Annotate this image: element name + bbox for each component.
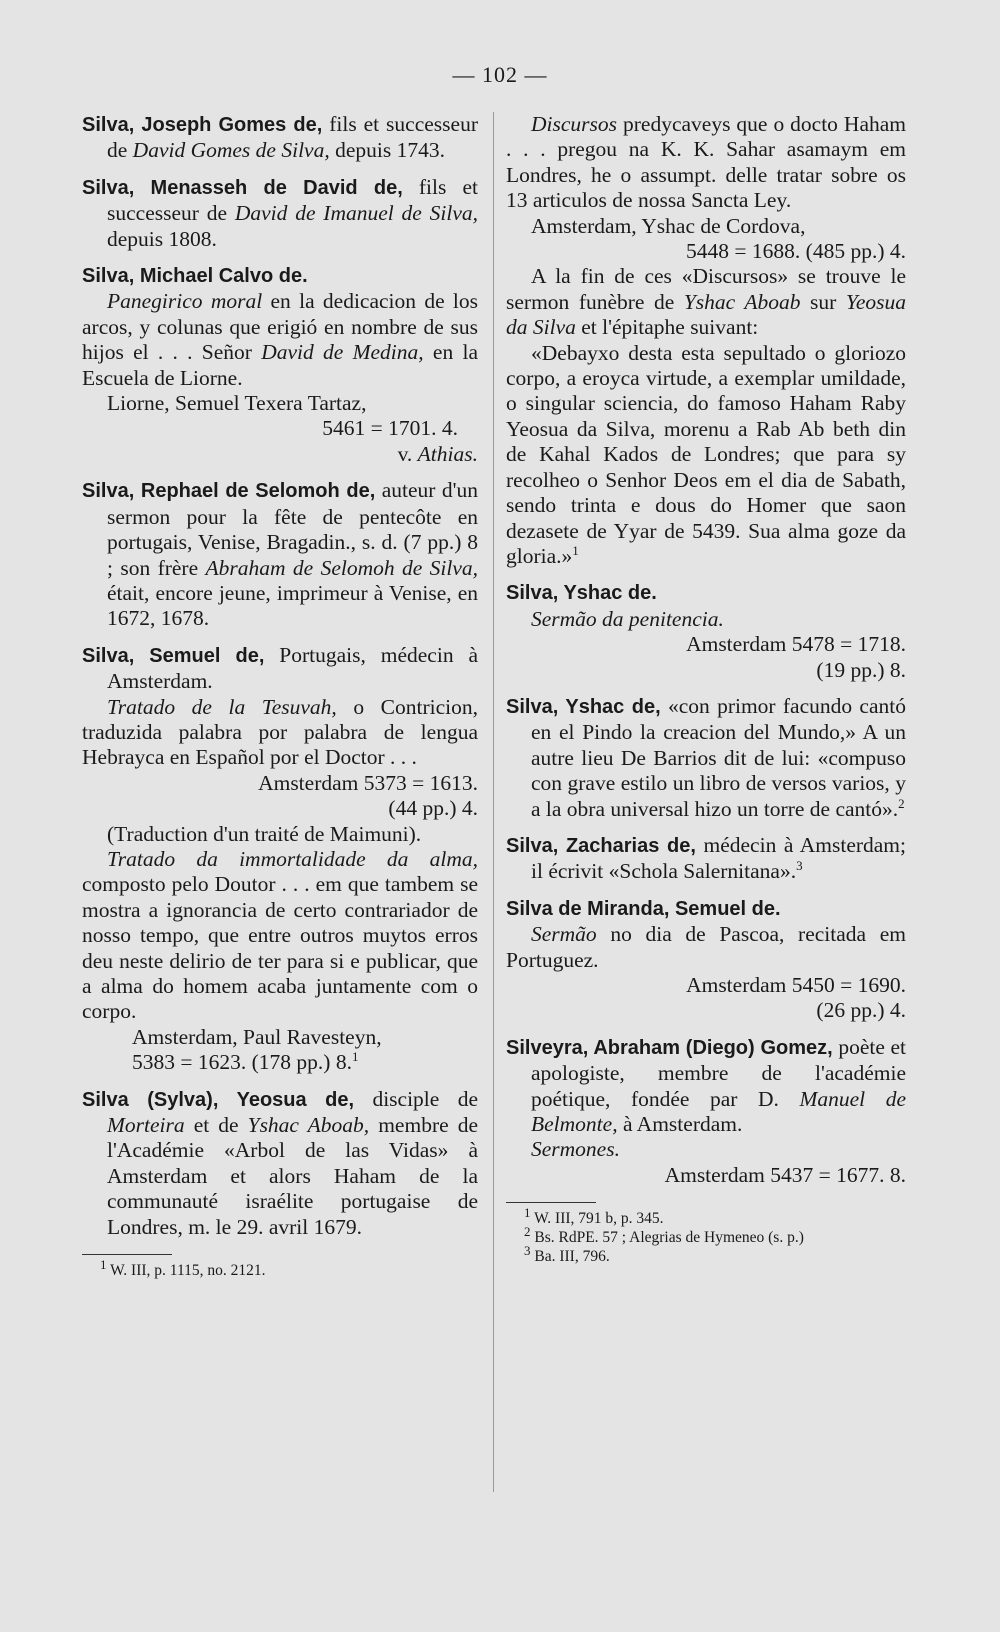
entry-heading: Silva, Joseph Gomes de, — [82, 114, 323, 136]
entry-title-italic: Abraham de Selomoh de Silva, — [205, 555, 478, 580]
footnote-marker: 1 — [572, 542, 579, 558]
entry-text — [82, 695, 478, 771]
left-column — [82, 112, 478, 1280]
entry-heading: Silva, Yshac de, — [506, 695, 661, 718]
entry-body: poète et apologiste, membre de l'académie poétique, fondée par D. — [531, 1034, 907, 1111]
footnote-marker: 1 — [524, 1205, 531, 1221]
entry-title-italic: David de Imanuel de Silva, — [234, 201, 478, 226]
entry-silva-yshac-barrios — [506, 694, 906, 822]
entry-text — [506, 264, 906, 340]
entry-text — [506, 694, 906, 822]
entry-title-italic: David Gomes de Silva, — [132, 138, 330, 163]
entry-body: Portugais, médecin à Amsterdam. — [107, 642, 478, 694]
imprint-place: Amsterdam 5478 = 1718. — [686, 632, 906, 657]
entry-heading: Silva, Michael Calvo de. — [82, 265, 308, 288]
imprint-place: Amsterdam, Yshac de Cordova, — [531, 213, 806, 238]
imprint-date: 5461 = 1701. 4. — [322, 416, 458, 441]
entry-silva-yshac — [506, 580, 906, 683]
entry-body: no dia de Pascoa, recitada em Portuguez. — [506, 922, 906, 972]
footnote — [524, 1224, 906, 1247]
entry-body: à Amsterdam. — [617, 1112, 743, 1137]
page-number: — 102 — — [452, 62, 548, 87]
entry-heading: Silva, Zacharias de, — [506, 834, 696, 857]
entry-heading: Silva, Menasseh de David de, — [82, 176, 403, 199]
footnote-text: Bs. RdPE. 57 ; Alegrias de Hymeneo (s. p.) — [530, 1229, 804, 1247]
footnote — [524, 1243, 906, 1266]
imprint-place: Liorne, Semuel Texera Tartaz, — [107, 391, 367, 416]
entry-text — [506, 607, 906, 632]
entry-text — [82, 643, 478, 695]
entry-heading-line — [506, 896, 906, 922]
entry-body: fils et successeur de — [107, 174, 478, 226]
imprint-place: Amsterdam 5437 = 1677. 8. — [664, 1162, 906, 1187]
entry-body: A la fin de ces «Discursos» se trouve le sermon funèbre de — [506, 264, 906, 314]
imprint-place: Amsterdam, Paul Ravesteyn, — [132, 1024, 382, 1049]
entry-body: predycaveys que o docto Haham . . . pregou na K. K. Sahar asamaym em Londres, he o assumpt. delle tratar sobre os 13 articulos de nossa Sancta Ley. — [506, 112, 906, 213]
entry-text — [506, 922, 906, 973]
entry-name-italic: Manuel de Belmonte, — [531, 1086, 907, 1137]
entry-silveyra-abraham — [506, 1035, 906, 1188]
entry-text — [82, 175, 478, 252]
entry-name-italic: Morteira — [107, 1113, 185, 1138]
entry-title-italic: Tratado de la Tesuvah, — [107, 694, 337, 719]
footnote-marker: 1 — [351, 1049, 359, 1065]
entry-body: était, encore jeune, imprimeur à Venise, en 1672, 1678. — [107, 580, 478, 631]
entry-silva-semuel — [82, 643, 478, 1076]
entry-silva-yeosua — [82, 1087, 478, 1240]
entry-text — [82, 112, 478, 164]
imprint-date — [82, 1050, 478, 1075]
imprint-date-text: 5383 = 1623. (178 pp.) 8. — [132, 1050, 352, 1075]
entry-body: depuis 1808. — [107, 226, 217, 251]
entry-text — [82, 289, 478, 391]
entry-body: et l'épitaphe suivant: — [575, 315, 759, 340]
ref-prefix: v. — [397, 441, 418, 466]
entry-name-italic: Yshac Aboab — [683, 289, 801, 314]
imprint-place: Amsterdam 5450 = 1690. — [686, 973, 906, 997]
entry-body: o Contricion, traduzida palabra por palabra de lengua Hebrayca en Español por el Doctor . . . — [82, 694, 478, 770]
footnote-text: W. III, 791 b, p. 345. — [530, 1210, 664, 1228]
entry-heading: Silva de Miranda, Semuel de. — [506, 897, 781, 920]
entry-heading-line — [506, 580, 906, 606]
footnote-rule — [506, 1202, 596, 1203]
entry-text — [506, 1137, 906, 1162]
entry-body: en la dedicacion de los arcos, y colunas que erigió en nombre de sus hijos el . . . Señor — [82, 289, 478, 365]
column-divider — [493, 112, 494, 1492]
entry-body: médecin à Amsterdam; il écrivit «Schola Salernitana». — [531, 832, 907, 884]
footnote — [524, 1205, 906, 1228]
entry-body: «con primor facundo cantó en el Pindo la creacion del Mundo,» A un autre lieu De Barrios dit de lui: «compuso con grave estilo un libro de versos varios, y a la obra universal hizo un torre de cantó». — [531, 693, 906, 821]
entry-body: et de — [184, 1113, 248, 1138]
entry-silva-zacharias — [506, 833, 906, 885]
entry-body: fils et successeur de — [107, 112, 478, 163]
footnote-marker: 1 — [100, 1256, 107, 1272]
ref-name: Athias. — [417, 441, 478, 466]
footnote-marker: 3 — [524, 1243, 531, 1259]
entry-title-italic: Sermones. — [531, 1137, 620, 1162]
cross-reference — [82, 442, 478, 467]
entry-note: (Traduction d'un traité de Maimuni). — [107, 821, 422, 846]
imprint-place: Amsterdam 5373 = 1613. — [258, 770, 478, 795]
entry-title-italic: Discursos — [531, 112, 618, 136]
imprint-pages: (44 pp.) 4. — [388, 796, 478, 821]
imprint-date: 5448 = 1688. (485 pp.) 4. — [686, 239, 906, 264]
entry-name-italic: Yeosua da Silva — [506, 289, 906, 340]
entry-title-italic: Tratado da immortalidade da alma, — [107, 846, 478, 871]
entry-title-italic: Panegirico moral — [107, 289, 263, 314]
entry-body: sur — [800, 289, 846, 314]
entry-text — [82, 1087, 478, 1240]
entry-heading: Silveyra, Abraham (Diego) Gomez, — [506, 1036, 833, 1059]
entry-body: auteur d'un sermon pour la fête de pentecôte en portugais, Venise, Bragadin., s. d. (7 pp.) 8 ; son frère — [107, 478, 478, 580]
footnote-text: Ba. III, 796. — [530, 1248, 610, 1266]
footnote-text: W. III, p. 1115, no. 2121. — [106, 1262, 266, 1280]
entry-body: composto pelo Doutor . . . em que tambem se mostra a ignorancia de certo contrariador de nosso tempo, que entre outros muytos erros deu neste delirio de ter para si e publicar, que a alma do homem acaba juntamente com o corpo. — [82, 872, 478, 1024]
imprint-pages: (26 pp.) 4. — [816, 998, 906, 1023]
entry-body: depuis 1743. — [329, 138, 445, 163]
entry-heading: Silva (Sylva), Yeosua de, — [82, 1088, 355, 1111]
entry-body: membre de l'Académie «Arbol de las Vidas» à Amsterdam et alors Haham de la communauté israélite portugaise de Londres, m. le 29. avril 1679. — [107, 1113, 478, 1239]
entry-discursos — [506, 112, 906, 569]
entry-text — [506, 833, 906, 885]
footnote-marker: 2 — [524, 1224, 531, 1240]
imprint-pages: (19 pp.) 8. — [816, 657, 906, 682]
entry-body: disciple de — [354, 1086, 478, 1111]
entry-text — [506, 112, 906, 214]
entry-silva-rephael — [82, 478, 478, 631]
entry-body: en la Escuela de Liorne. — [82, 340, 478, 390]
entry-silva-michael-calvo — [82, 263, 478, 467]
entry-heading: Silva, Yshac de. — [506, 582, 657, 605]
entry-text — [82, 478, 478, 631]
footnote-marker: 2 — [898, 795, 905, 811]
entry-title-italic: Sermão — [531, 922, 597, 947]
entry-heading: Silva, Semuel de, — [82, 644, 265, 667]
entry-title-italic: David de Medina, — [261, 340, 424, 365]
footnote-marker: 3 — [796, 858, 803, 874]
entry-silva-joseph-gomes — [82, 112, 478, 164]
entry-title-italic: Sermão da penitencia. — [531, 606, 724, 631]
right-column — [506, 112, 906, 1266]
entry-text — [506, 1035, 906, 1138]
footnote-rule — [82, 1254, 172, 1255]
entry-heading-line — [82, 263, 478, 289]
entry-heading: Silva, Rephael de Selomoh de, — [82, 480, 376, 503]
entry-name-italic: Yshac Aboab, — [247, 1113, 370, 1138]
entry-body: «Debayxo desta esta sepultado o gloriozo corpo, a eroyca virtude, a exemplar umildade, o singular sciencia, do famoso Haham Raby Yeosua da Silva, morenu a Rab Ab beth din de Kahal Kados de Londres; que para sy recolheo o Senhor Deos em el dia de Sabath, sendo trinta e dous do Homer que saon dezasete de Yyar de 5439. Sua alma goze da gloria.» — [506, 340, 906, 568]
epitaph-text — [506, 341, 906, 570]
entry-silva-menasseh — [82, 175, 478, 252]
entry-silva-de-miranda — [506, 896, 906, 1024]
footnote — [100, 1256, 478, 1280]
entry-text — [82, 847, 478, 1025]
